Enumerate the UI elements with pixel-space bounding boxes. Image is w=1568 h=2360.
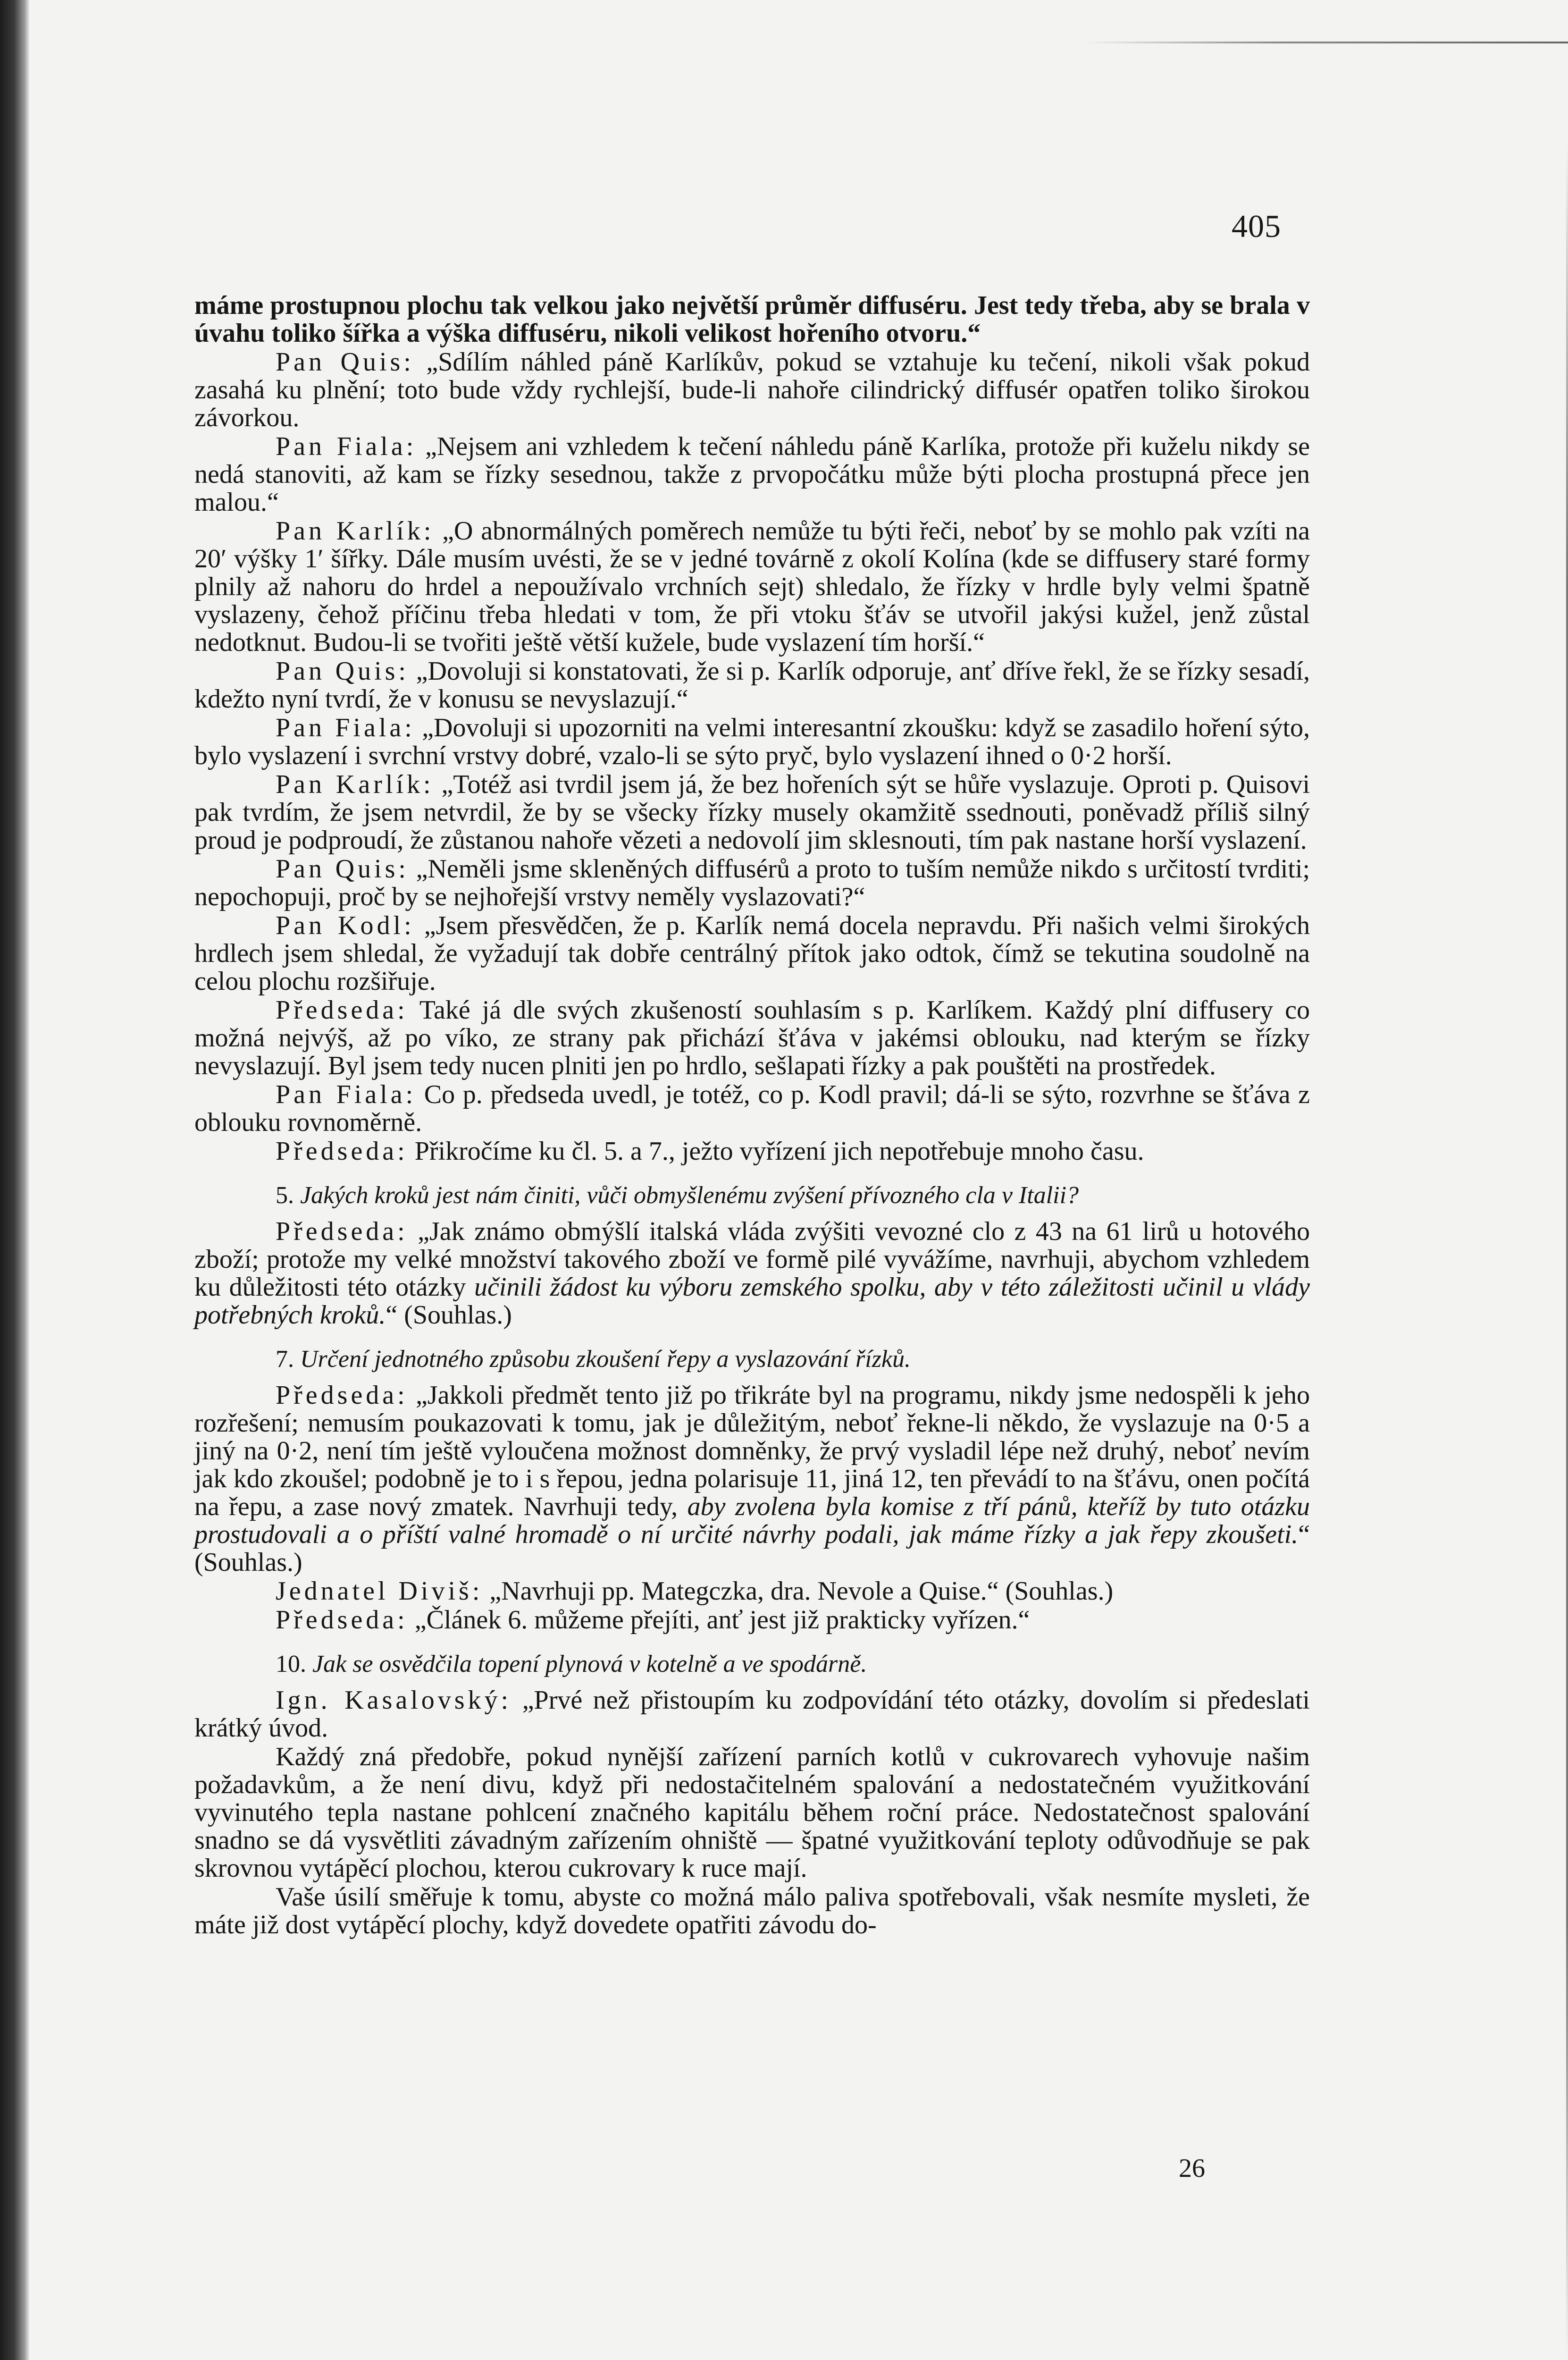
speech-text: „Sdílím náhled páně Karlíkův, pokud se vztahuje ku tečení, nikoli však pokud zasahá ku plnění; toto bude vždy rychlejší, bude-li nahoře cilindrický diffusér opatřen toliko širokou závorkou. <box>194 347 1310 432</box>
speech-text: Co p. předseda uvedl, je totéž, co p. Kodl pravil; dá-li se sýto, rozvrhne se šťáva z oblouku rovnoměrně. <box>194 1080 1310 1137</box>
printer-signature-mark: 26 <box>1179 2154 1205 2183</box>
speech-paragraph <box>194 657 1310 713</box>
scan-binding-shadow <box>0 0 29 2360</box>
speaker-name: Předseda: <box>276 1217 408 1246</box>
speech-text: „Navrhuji pp. Mategczka, dra. Nevole a Quise.“ (Souhlas.) <box>489 1576 1114 1606</box>
section-title: Určení jednotného způsobu zkoušení řepy a vyslazování řízků. <box>300 1346 911 1373</box>
italic-motion-text: aby zvolena byla komise z tří pánů, kteříž by tuto otázku prostudovali a o příští valné hromadě o ní určité návrhy podali, jak máme řízky a jak řepy zkoušeti. <box>194 1492 1310 1549</box>
speaker-name: Pan Quis: <box>276 854 409 884</box>
speech-paragraph <box>194 771 1310 854</box>
page-number: 405 <box>1232 208 1281 244</box>
speech-paragraph <box>194 1081 1310 1137</box>
speech-text: „Dovoluji si upozorniti na velmi interesantní zkoušku: když se zasadilo hoření sýto, bylo vyslazení i svrchní vrstvy dobré, vzalo-li se sýto pryč, bylo vyslazení ihned o 0·2 horší. <box>194 713 1310 770</box>
section-title: Jakých kroků jest nám činiti, vůči obmyšlenému zvýšení přívozného cla v Italii? <box>300 1182 1079 1209</box>
section-number: 10. <box>276 1651 306 1677</box>
speech-paragraph <box>194 996 1310 1080</box>
speech-tail: “ (Souhlas.) <box>194 1520 1310 1577</box>
body-text <box>194 292 1310 1940</box>
speech-text: „Článek 6. můžeme přejíti, anť jest již prakticky vyřízen.“ <box>414 1605 1030 1635</box>
section-number: 7. <box>276 1346 294 1373</box>
speech-paragraph <box>194 348 1310 432</box>
speaker-name: Pan Kodl: <box>276 911 415 940</box>
speech-tail: “ (Souhlas.) <box>386 1300 512 1330</box>
speaker-name: Pan Fiala: <box>276 713 415 742</box>
speech-paragraph <box>194 714 1310 770</box>
speech-text: „Jsem přesvědčen, že p. Karlík nemá docela nepravdu. Při našich velmi širokých hrdlech jsem shledal, že vyžadují tak dobře centrálný přítok jako odtok, čímž se tekutina soudolně na celou plochu rozšiřuje. <box>194 911 1310 996</box>
paragraph <box>194 1743 1310 1882</box>
paragraph-text: máme prostupnou plochu tak velkou jako největší průměr diffuséru. Jest tedy třeba, aby se brala v úvahu toliko šířka a výška diffuséru, nikoli velikost hořeního otvoru.“ <box>194 291 1310 348</box>
section-heading <box>194 1181 1310 1209</box>
speech-text: „Jakkoli předmět tento již po třikráte byl na programu, nikdy jsme nedospěli k jeho rozřešení; nemusím poukazovati k tomu, jak je důležitým, neboť řekne-li někdo, že vyslazuje na 0·5 a jiný na 0·2, není tím ještě vyloučena možnost domněnky, že prvý vysladil lépe než druhý, neboť nevím jak kdo zkoušel; podobně je to i s řepou, jedna polarisuje 11, jiná 12, ten převádí to na šťávu, onen počítá na řepu, a zase nový zmatek. Navrhuji tedy, <box>194 1381 1310 1521</box>
speech-paragraph <box>194 1382 1310 1576</box>
speaker-name: Předseda: <box>276 1381 408 1410</box>
speaker-name: Pan Karlík: <box>276 516 435 546</box>
speech-text: „Jak známo obmýšlí italská vláda zvýšiti vevozné clo z 43 na 61 lirů u hotového zboží; protože my velké množství takového zboží ve formě pilé vyvážíme, navrhuji, abychom vzhledem ku důležitosti této otázky <box>194 1217 1310 1302</box>
speech-text: „Dovoluji si konstatovati, že si p. Karlík odporuje, anť dříve řekl, že se řízky sesadí, kdežto nyní tvrdí, že v konusu se nevyslazují.“ <box>194 657 1310 714</box>
speaker-name: Předseda: <box>276 1137 408 1166</box>
speech-paragraph <box>194 1606 1310 1634</box>
speaker-name: Pan Fiala: <box>276 1080 417 1109</box>
italic-motion-text: učinili žádost ku výboru zemského spolku, aby v této záležitosti učinil u vlády potřebných kroků. <box>194 1273 1310 1330</box>
speech-text: „Totéž asi tvrdil jsem já, že bez hořeních sýt se hůře vyslazuje. Oproti p. Quisovi pak tvrdím, že jsem netvrdil, že by se všecky řízky musely okamžitě ssednouti, poněvadž příliš silný proud je podproudí, že zůstanou nahoře vězeti a nedovolí jim sklesnouti, tím pak nastane horší vyslazení. <box>194 770 1310 855</box>
section-number: 5. <box>276 1182 294 1209</box>
scan-right-edge <box>1566 142 1568 2360</box>
speech-text: „O abnormálných poměrech nemůže tu býti řeči, neboť by se mohlo pak vzíti na 20′ výšky 1′ šířky. Dále musím uvésti, že se v jedné továrně z okolí Kolína (kde se diffusery staré formy plnily až nahoru do hrdel a nepoužívalo vrchních sejt) shledalo, že řízky v hrdle byly velmi špatně vyslazeny, čehož příčinu třeba hledati v tom, že při vtoku šťáv se utvořil jakýsi kužel, jenž zůstal nedotknut. Budou-li se tvořiti ještě větší kužele, bude vyslazení tím horší.“ <box>194 516 1310 657</box>
speaker-name: Předseda: <box>276 995 408 1025</box>
speech-paragraph <box>194 855 1310 911</box>
paragraph-text: Každý zná předobře, pokud nynější zařízení parních kotlů v cukrovarech vyhovuje našim požadavkům, a že není divu, když při nedostačitelném spalování a nedostatečném využitkování vyvinutého tepla nastane pohlcení značného kapitálu během roční práce. Nedostatečnost spalování snadno se dá vysvětliti závadným zařízením ohniště — špatné využitkování teploty odůvodňuje se pak skrovnou vytápěcí plochou, kterou cukrovary k ruce mají. <box>194 1742 1310 1883</box>
speaker-name: Pan Quis: <box>276 657 409 686</box>
paragraph <box>194 292 1310 347</box>
speech-text: Také já dle svých zkušeností souhlasím s p. Karlíkem. Každý plní diffusery co možná nejvýš, až po víko, ze strany pak přichází šťáva v jakémsi oblouku, nad kterým se řízky nevyslazují. Byl jsem tedy nucen plniti jen po hrdlo, sešlapati řízky a pak pouštěti na prostředek. <box>194 995 1310 1080</box>
paragraph-text: Vaše úsilí směřuje k tomu, abyste co možná málo paliva spotřebovali, však nesmíte mysleti, že máte již dost vytápěcí plochy, když dovedete opatřiti závodu do- <box>194 1882 1310 1939</box>
speech-text: „Neměli jsme skleněných diffusérů a proto to tuším nemůže nikdo s určitostí tvrditi; nepochopuji, proč by se nejhořejší vrstvy neměly vyslazovati?“ <box>194 854 1310 911</box>
speaker-name: Předseda: <box>276 1605 408 1635</box>
section-heading <box>194 1345 1310 1373</box>
scan-top-edge <box>1085 42 1568 43</box>
section-title: Jak se osvědčila topení plynová v kotelně a ve spodárně. <box>312 1651 867 1677</box>
speech-paragraph <box>194 517 1310 657</box>
speech-paragraph <box>194 1577 1310 1605</box>
speech-paragraph <box>194 433 1310 516</box>
speech-text: „Prvé než přistoupím ku zodpovídání této otázky, dovolím si předeslati krátký úvod. <box>194 1686 1310 1743</box>
speech-paragraph <box>194 912 1310 995</box>
section-heading <box>194 1650 1310 1678</box>
speaker-name: Ign. Kasalovský: <box>276 1686 512 1715</box>
speaker-name: Jednatel Diviš: <box>276 1576 483 1606</box>
speech-paragraph <box>194 1138 1310 1165</box>
speaker-name: Pan Karlík: <box>276 770 434 799</box>
paragraph <box>194 1883 1310 1939</box>
speaker-name: Pan Fiala: <box>276 432 417 461</box>
speech-text: „Nejsem ani vzhledem k tečení náhledu páně Karlíka, protože při kuželu nikdy se nedá stanoviti, až kam se řízky sesednou, takže z prvopočátku může býti plocha prostupná přece jen malou.“ <box>194 432 1310 517</box>
speaker-name: Pan Quis: <box>276 347 414 377</box>
speech-text: Přikročíme ku čl. 5. a 7., ježto vyřízení jich nepotřebuje mnoho času. <box>414 1137 1144 1166</box>
speech-paragraph <box>194 1218 1310 1329</box>
speech-paragraph <box>194 1686 1310 1742</box>
